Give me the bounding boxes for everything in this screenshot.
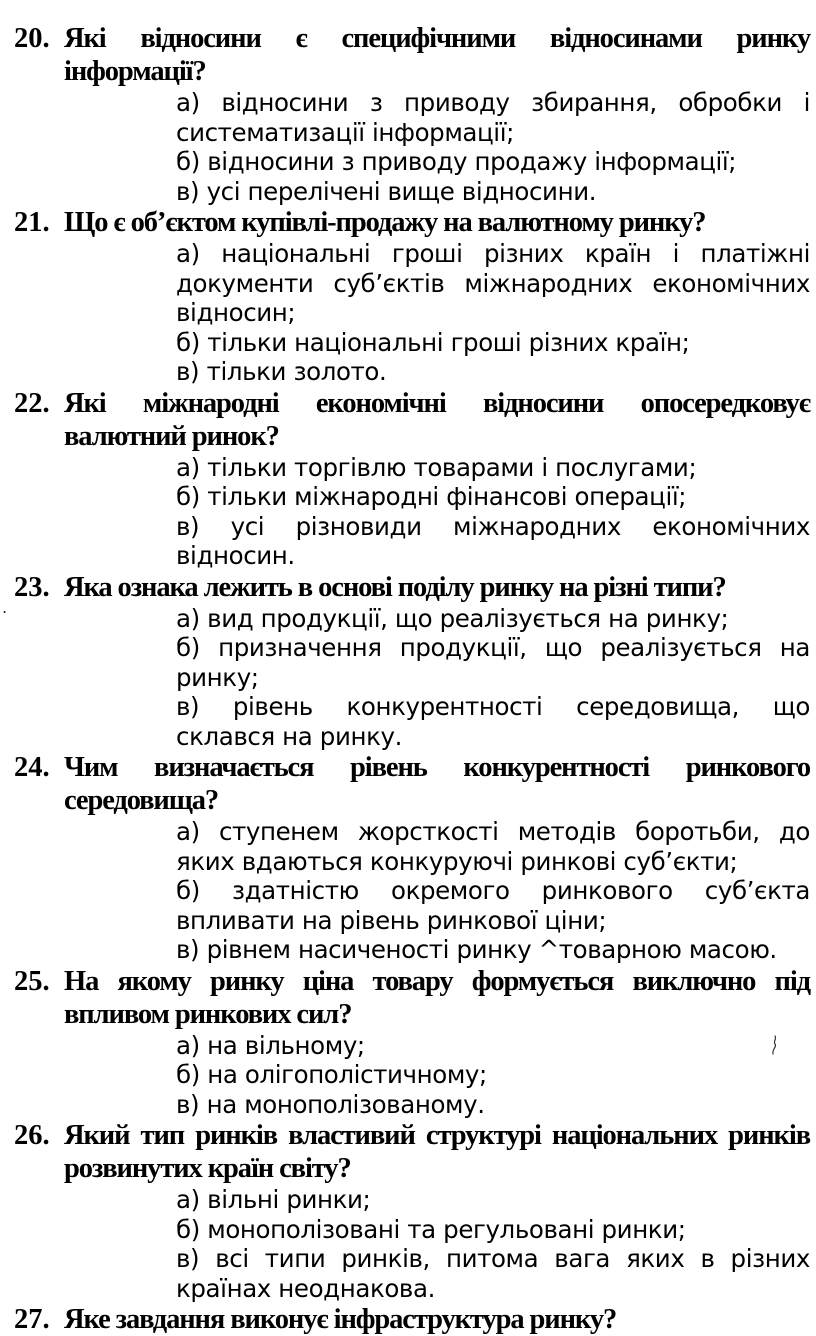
question-text: Який тип ринків властивий структурі національних ринків розвинутих країн світу? xyxy=(64,1120,810,1184)
question-22 xyxy=(0,387,816,571)
document-page xyxy=(0,22,816,1336)
question-number: 23. xyxy=(14,571,50,603)
question-text: Чим визначається рівень конкурентності ринкового середовища? xyxy=(64,752,810,816)
question-heading xyxy=(14,206,810,239)
answer-option-c: в) рівнем насиченості ринку ^товарною масою. xyxy=(176,935,777,964)
answer-option-a: а) відносини з приводу збирання, обробки і систематизації інформації; xyxy=(176,88,810,147)
question-heading xyxy=(14,751,810,817)
answer-option-b: б) відносини з приводу продажу інформації; xyxy=(176,147,737,176)
answer-option-a: а) вид продукції, що реалізується на ринку; xyxy=(176,603,729,633)
question-text: Які відносини є специфічними відносинами ринку інформації? xyxy=(64,23,810,87)
answer-option-c: в) всі типи ринків, питома вага яких в різних країнах неоднакова. xyxy=(176,1244,810,1303)
question-text: На якому ринку ціна товару формується виключно під впливом ринкових сил? xyxy=(64,965,810,1030)
question-text: Що є об’єктом купівлі-продажу на валютному ринку? xyxy=(64,207,706,238)
answer-option-b: б) монополізовані та регульовані ринки; xyxy=(176,1214,686,1244)
answer-option-c: в) тільки золото. xyxy=(176,357,387,386)
question-heading xyxy=(14,1119,810,1185)
answer-option-a: а) на вільному; xyxy=(176,1030,365,1060)
question-text: Які міжнародні економічні відносини опосередковує валютний ринок? xyxy=(64,387,810,452)
question-heading xyxy=(14,387,810,453)
question-number: 22. xyxy=(14,387,50,419)
question-text: Яка ознака лежить в основі поділу ринку на різні типи? xyxy=(64,571,726,603)
answer-list xyxy=(176,1031,810,1120)
answer-option-a: а) тільки торгівлю товарами і послугами; xyxy=(176,452,697,482)
answer-option-c: в) рівень конкурентності середовища, що склався на ринку. xyxy=(176,692,810,751)
question-number: 21. xyxy=(14,207,50,238)
answer-list xyxy=(176,239,810,387)
answer-list xyxy=(176,453,810,571)
answer-option-a: а) ступенем жорсткості методів боротьби, до яких вдаються конкуруючі ринкові суб’єкти; xyxy=(176,817,810,876)
question-number: 26. xyxy=(14,1120,50,1151)
stray-dot-mark: . xyxy=(2,598,8,617)
question-number: 24. xyxy=(14,752,50,783)
answer-option-a: а) національні гроші різних країн і платіжні документи суб’єктів міжнародних економічних відносин; xyxy=(176,239,810,327)
question-heading xyxy=(14,965,810,1031)
answer-option-c: в) усі перелічені вище відносини. xyxy=(176,176,597,206)
question-21 xyxy=(0,206,816,387)
answer-list xyxy=(176,817,810,965)
answer-option-a: а) вільні ринки; xyxy=(176,1185,371,1214)
question-20 xyxy=(0,22,816,206)
answer-option-c: в) на монополізованому. xyxy=(176,1089,485,1119)
question-text: Яке завдання виконує інфраструктура ринку? xyxy=(64,1304,617,1335)
question-number: 25. xyxy=(14,965,50,997)
answer-option-b: б) призначення продукції, що реалізується на ринку; xyxy=(176,633,810,692)
answer-option-c: в) усі різновиди міжнародних економічних відносин. xyxy=(176,511,810,570)
question-23 xyxy=(0,571,816,752)
answer-option-b: б) на олігополістичному; xyxy=(176,1060,487,1089)
question-heading xyxy=(14,22,810,88)
answer-list xyxy=(176,88,810,206)
question-number: 20. xyxy=(14,23,50,54)
question-27 xyxy=(0,1303,816,1336)
question-25 xyxy=(0,965,816,1120)
question-heading xyxy=(14,571,810,604)
question-24 xyxy=(0,751,816,965)
answer-list xyxy=(176,1185,810,1303)
question-heading xyxy=(14,1303,810,1336)
question-26 xyxy=(0,1119,816,1303)
question-number: 27. xyxy=(14,1304,50,1335)
answer-option-b: б) здатністю окремого ринкового суб’єкта впливати на рівень ринкової ціни; xyxy=(176,876,810,935)
answer-option-b: б) тільки міжнародні фінансові операції; xyxy=(176,482,687,511)
pen-scribble-mark xyxy=(768,1034,780,1056)
answer-list xyxy=(176,604,810,752)
answer-option-b: б) тільки національні гроші різних країн; xyxy=(176,327,690,357)
